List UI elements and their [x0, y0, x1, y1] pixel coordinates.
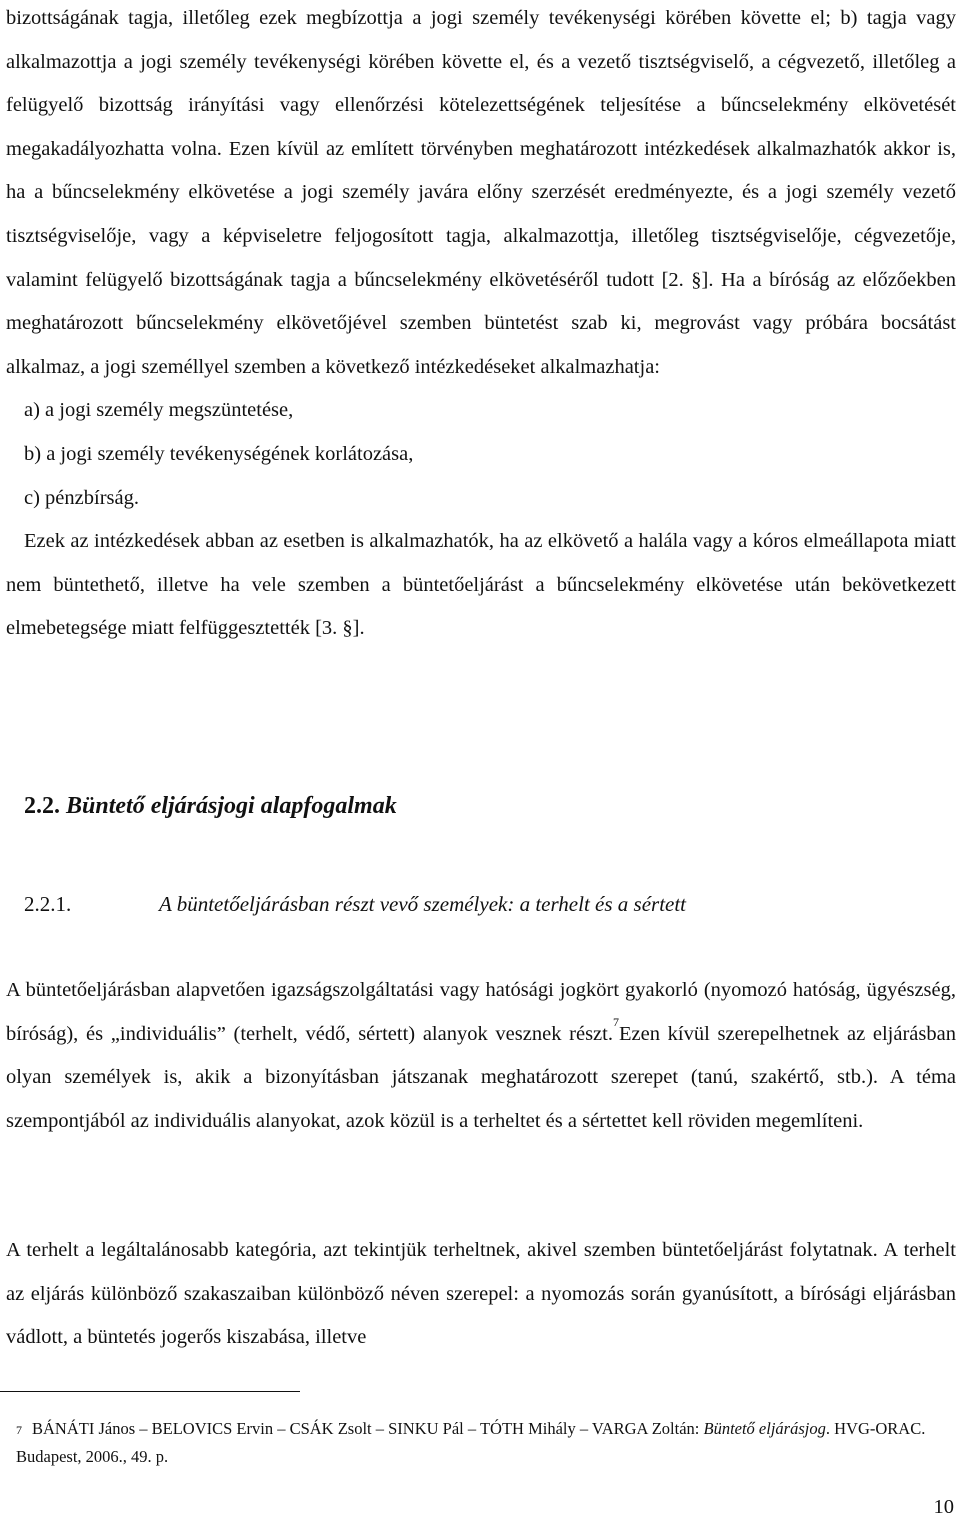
paragraph-legal-entity-measures: bizottságának tagja, illetőleg ezek megbízottja a jogi személy tevékenységi körében követte el; b) tagja vagy alkalmazottja a jogi személy tevékenységi körében követte el, és a vezető tisztségviselő, a cégvezető, illetőleg a felügyelő bizottság irányítási vagy ellenőrzési kötelezettségének teljesítése a bűncselekmény elkövetését megakadályozhatta volna. Ezen kívül az említett törvényben meghatározott intézkedések alkalmazhatók akkor is, ha a bűncselekmény elkövetése a jogi személy javára előny szerzését eredményezte, és a jogi személy vezető tisztségviselője, vagy a képviseletre feljogosított tagja, alkalmazottja, illetőleg tisztségviselője, cégvezetője, valamint felügyelő bizottságának tagja a bűncselekmény elkövetéséről tudott [2. §]. Ha a bíróság az előzőekben meghatározott bűncselekmény elkövetőjével szemben büntetést szab ki, megrovást vagy próbára bocsátást alkalmaz, a jogi személlyel szemben a következő intézkedéseket alkalmazhatja:	[6, 7, 956, 378]
footnote-separator	[0, 1391, 300, 1392]
subsection-number: 2.2.1.	[24, 892, 72, 916]
paragraph-participants	[6, 969, 956, 1143]
paragraph-participants-part2: Ezen kívül szerepelhetnek az eljárásban olyan személyek is, akik a bizonyításban játszanak meghatározott szerepet (tanú, szakértő, stb.). A téma szempontjából az individuális alanyokat, azok közül is a terheltet és a sértettet kell röviden megemlíteni.	[6, 1022, 956, 1132]
paragraph-applicability: Ezek az intézkedések abban az esetben is alkalmazhatók, ha az elkövető a halála vagy a kóros elmeállapota miatt nem büntethető, illetve ha vele szemben a büntetőeljárást a bűncselekmény elkövetése után bekövetkezett elmebetegsége miatt felfüggesztették [3. §].	[6, 530, 956, 640]
section-title: Büntető eljárásjogi alapfogalmak	[66, 793, 397, 819]
section-number: 2.2.	[24, 793, 60, 819]
body-text-block-3	[6, 1229, 956, 1360]
footnote-7	[16, 1415, 956, 1471]
list-item-dissolution: a) a jogi személy megszüntetése,	[24, 399, 294, 422]
footnote-publication: . HVG-ORAC. Budapest, 2006., 49. p.	[16, 1419, 926, 1466]
section-heading-2-2	[24, 786, 397, 826]
list-item-fine: c) pénzbírság.	[24, 486, 139, 509]
paragraph-participants-part1: A büntetőeljárásban alapvetően igazságszolgáltatási vagy hatósági jogkört gyakorló (nyomozó hatóság, ügyészség, bíróság), és „individuális” (terhelt, védő, sértett) alanyok vesznek részt.	[6, 979, 956, 1045]
footnote-book-title: Büntető eljárásjog	[703, 1419, 826, 1438]
body-text-block-1	[6, 0, 956, 651]
body-text-block-2	[6, 969, 956, 1143]
footnote-reference[interactable]: 7	[612, 1014, 619, 1029]
list-item-restriction: b) a jogi személy tevékenységének korlátozása,	[24, 442, 414, 465]
paragraph-defendant: A terhelt a legáltalánosabb kategória, azt tekintjük terheltnek, akivel szemben büntetőeljárást folytatnak. A terhelt az eljárás különböző szakaszaiban különböző néven szerepel: a nyomozás során gyanúsított, a bírósági eljárásban vádlott, a büntetés jogerős kiszabása, illetve	[6, 1239, 956, 1349]
footnote-authors: BÁNÁTI János – BELOVICS Ervin – CSÁK Zsolt – SINKU Pál – TÓTH Mihály – VARGA Zoltán:	[32, 1419, 700, 1438]
subsection-title: A büntetőeljárásban részt vevő személyek: a terhelt és a sértett	[159, 892, 687, 916]
footnote-number: 7	[16, 1423, 22, 1437]
section-heading-2-2-1	[24, 884, 686, 924]
page-number: 10	[933, 1496, 954, 1518]
